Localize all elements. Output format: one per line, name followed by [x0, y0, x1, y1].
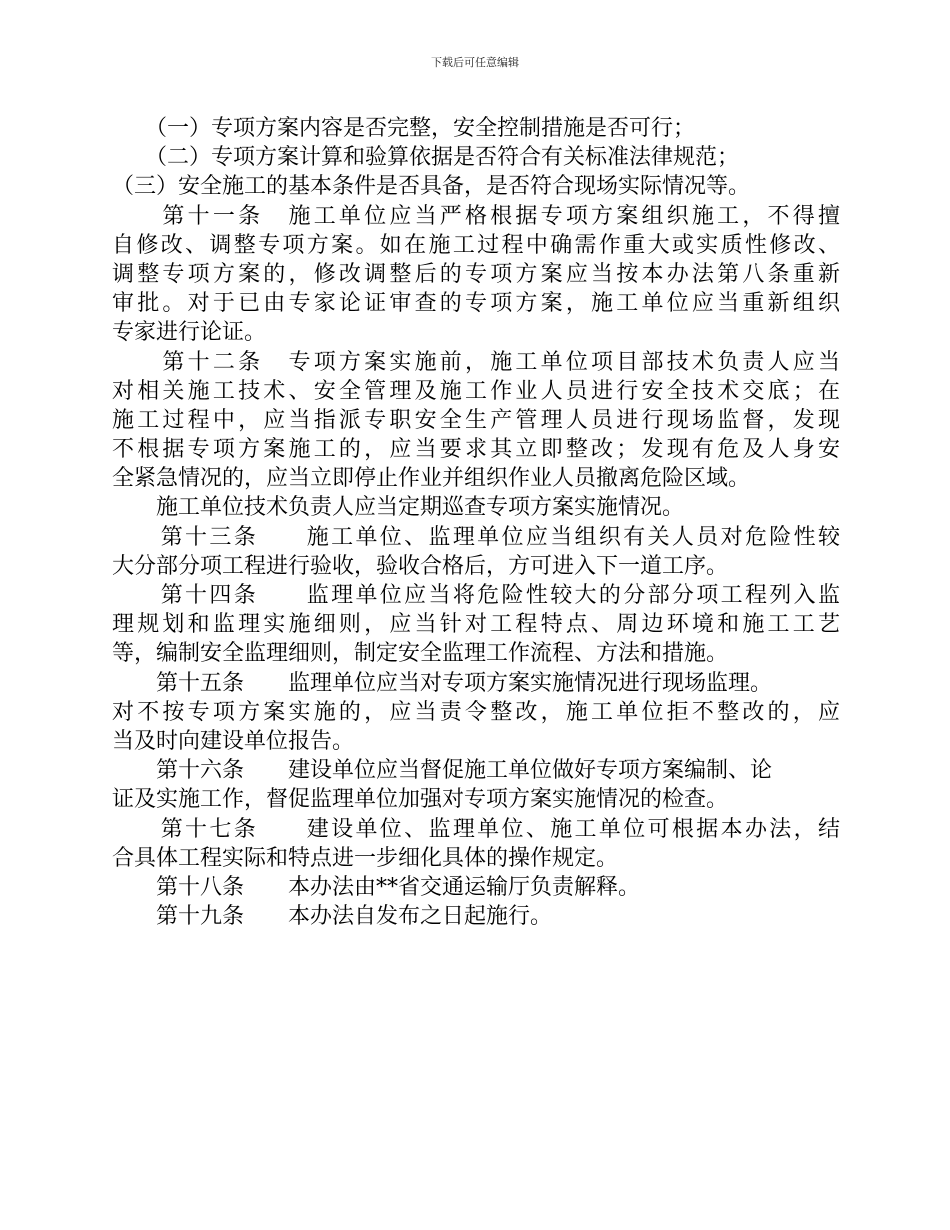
text-line: （三）安全施工的基本条件是否具备，是否符合现场实际情况等。	[112, 174, 751, 200]
text-line: 第十九条 本办法自发布之日起施行。	[112, 904, 553, 930]
text-line: 合具体工程实际和特点进一步细化具体的操作规定。	[112, 845, 619, 871]
document-body	[112, 114, 840, 931]
text-line: 理规划和监理实施细则，应当针对工程特点、周边环境和施工工艺	[112, 612, 840, 638]
text-line: 第十三条 施工单位、监理单位应当组织有关人员对危险性较	[112, 524, 840, 550]
text-line: 施工过程中，应当指派专职安全生产管理人员进行现场监督，发现	[112, 407, 840, 433]
text-line: 审批。对于已由专家论证审查的专项方案，施工单位应当重新组织	[112, 291, 840, 317]
text-line: 第十六条 建设单位应当督促施工单位做好专项方案编制、论	[112, 758, 773, 784]
page-header: 下载后可任意编辑	[431, 56, 519, 69]
text-line: （一）专项方案内容是否完整，安全控制措施是否可行；	[112, 116, 696, 141]
text-line: 专家进行论证。	[112, 320, 267, 346]
text-line: 对不按专项方案实施的，应当责令整改，施工单位拒不整改的，应	[112, 699, 840, 725]
text-line: 第十四条 监理单位应当将危险性较大的分部分项工程列入监	[112, 583, 840, 608]
text-line: 证及实施工作，督促监理单位加强对专项方案实施情况的检查。	[112, 787, 729, 813]
text-line: 第十五条 监理单位应当对专项方案实施情况进行现场监理。	[112, 670, 773, 696]
text-line: 全紧急情况的，应当立即停止作业并组织作业人员撤离危险区域。	[112, 466, 751, 492]
text-line: （二）专项方案计算和验算依据是否符合有关标准法律规范；	[112, 145, 740, 171]
text-line: 大分部分项工程进行验收，验收合格后，方可进入下一道工序。	[112, 553, 729, 579]
text-line: 施工单位技术负责人应当定期巡查专项方案实施情况。	[112, 495, 685, 521]
text-line: 第十二条 专项方案实施前，施工单位项目部技术负责人应当	[112, 349, 840, 375]
text-line: 第十八条 本办法由**省交通运输厅负责解释。	[112, 874, 641, 900]
text-line: 对相关施工技术、安全管理及施工作业人员进行安全技术交底；在	[112, 378, 840, 404]
text-line: 当及时向建设单位报告。	[112, 728, 355, 754]
text-line: 第十一条 施工单位应当严格根据专项方案组织施工，不得擅	[112, 203, 840, 229]
text-line: 调整专项方案的，修改调整后的专项方案应当按本办法第八条重新	[112, 261, 840, 287]
text-line: 等，编制安全监理细则，制定安全监理工作流程、方法和措施。	[112, 641, 729, 667]
text-line: 第十七条 建设单位、监理单位、施工单位可根据本办法，结	[112, 816, 840, 842]
text-line: 自修改、调整专项方案。如在施工过程中确需作重大或实质性修改、	[112, 232, 840, 258]
text-line: 不根据专项方案施工的，应当要求其立即整改；发现有危及人身安	[112, 437, 840, 463]
